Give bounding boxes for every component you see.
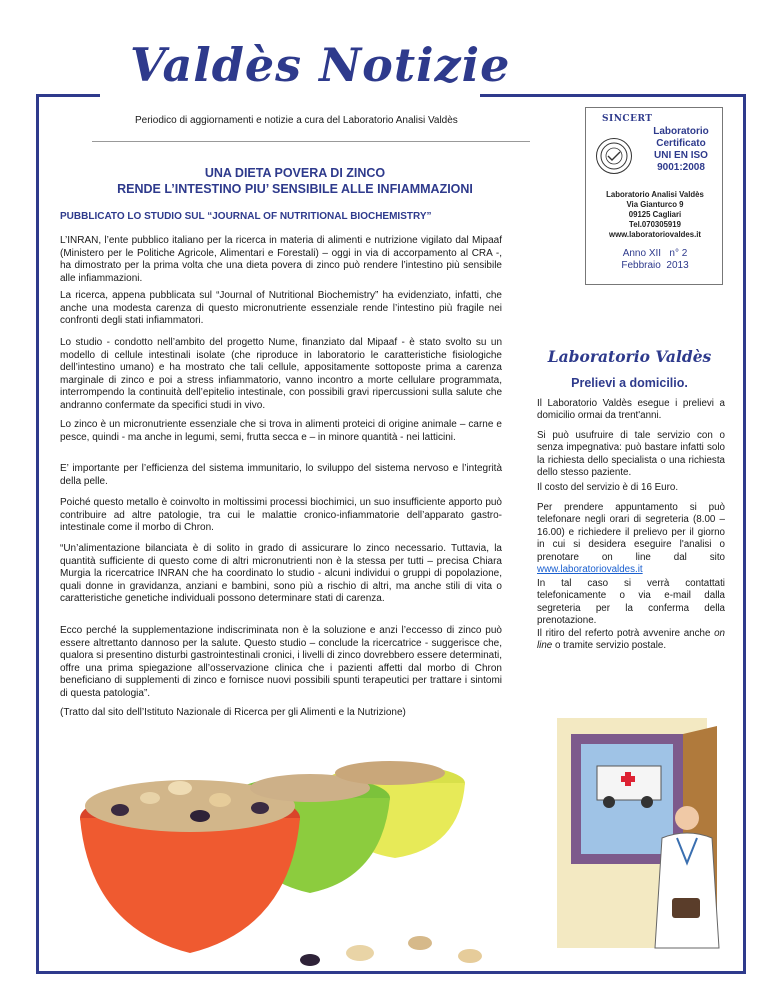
sidebar-paragraph: In tal caso si verrà contattati telefonicamente o via e-mail dalla segreteria per la conferma della prenotazione. [537,578,725,627]
article-paragraph: Lo zinco è un micronutriente essenziale che si trova in alimenti proteici di origine animale – carne e pesce, quindi - ma anche in legumi, semi, frutta secca e – in minore quantità - nei latticini. [60,419,502,443]
article-paragraph: La ricerca, appena pubblicata sul “Journal of Nutritional Biochemistry” ha evidenziato, infatti, che anche una modesta carenza di questo micronutriente essenziale rende l’intestino più fragile nei confronti degli stati infiammatori. [60,290,502,327]
divider [92,141,530,142]
issue-info [590,248,720,272]
address-line: Laboratorio Analisi Valdès [606,190,704,199]
cert-line: Certificato [656,138,706,149]
article-paragraph: Poiché questo metallo è coinvolto in moltissimi processi biochimici, un suo insufficiente apporto può contribuire ad altre patologie, tra cui le malattie cronico-infiammatorie dell’apparato gastro-intestinale come il morbo di Chron. [60,497,502,534]
article-subhead: PUBBLICATO LO STUDIO SUL “JOURNAL OF NUTRITIONAL BIOCHEMISTRY” [60,211,432,222]
sidebar-paragraph: Il costo del servizio è di 16 Euro. [537,482,679,493]
article-headline [60,165,530,197]
cert-line: Laboratorio [653,126,709,137]
sidebar-title: Laboratorio Valdès [547,347,712,366]
home-visit-illustration [537,668,736,966]
article-paragraph: L’INRAN, l’ente pubblico italiano per la ricerca in materia di alimenti e nutrizione vigilato dal Mipaaf (Ministero per le Politiche Agricole, Alimentari e Forestali) – oggi in via di accorpamento al CRA -, ha dimostrato per la prima volta che una dieta povera di zinco può rendere l’intestino più sensibile alle infiammazioni. [60,235,502,284]
article-paragraph: E’ importante per l’efficienza del sistema immunitario, lo sviluppo del sistema nervoso e l’integrità della pelle. [60,463,502,487]
sidebar-paragraph: Il Laboratorio Valdès esegue i prelievi a domicilio ormai da trent'anni. [537,398,725,422]
lab-address [590,190,720,240]
sidebar-paragraph [537,502,725,576]
sidebar-emphasis: on line [537,628,725,652]
certification-box [585,107,723,285]
cert-line: 9001:2008 [657,162,705,173]
certification-seal-icon [596,138,632,174]
masthead-subtitle: Periodico di aggiornamenti e notizie a cura del Laboratorio Analisi Valdès [135,115,458,126]
website-link[interactable]: www.laboratoriovaldes.it [537,564,643,576]
headline-line-1: UNA DIETA POVERA DI ZINCO [204,166,386,180]
sidebar-paragraph: Si può usufruire di tale servizio con o senza impegnativa: può bastare infatti solo la richiesta dello specialista o una richiesta dello stesso paziente. [537,430,725,479]
issue-number: Anno XII n° 2 [622,248,688,259]
website-address: www.laboratoriovaldes.it [609,230,701,239]
article-source-note: (Tratto dal sito dell’Istituto Nazionale di Ricerca per gli Alimenti e la Nutrizione) [60,707,406,718]
phone-number: Tel.070305919 [629,220,681,229]
address-line: Via Gianturco 9 [626,200,684,209]
certification-text [642,126,720,174]
masthead-title: Valdès Notizie [130,38,511,92]
address-line: 09125 Cagliari [628,210,682,219]
article-paragraph: “Un’alimentazione bilanciata è di solito in grado di assicurare lo zinco necessario. Tuttavia, la quantità sufficiente di questo come di altri micronutrienti non è la stessa per tutti – precisa Chiara Murgia la ricercatrice INRAN che ha coordinato lo studio - alcuni individui o gruppi di popolazione, quali donne in gravidanza, anziani e bambini, sono più a rischio di altri, ma anche stili di vita o caratteristiche genetiche individuali possono determinare stati di carenza. [60,543,502,605]
sincert-logo: SINCERT [602,114,653,124]
article-paragraph: Ecco perché la supplementazione indiscriminata non è la soluzione e anzi l’eccesso di zinco può essere altrettanto dannoso per la salute. Questo studio – conclude la ricercatrice - suggerisce che, qualora si presentino disturbi gastrointestinali cronici, i livelli di zinco dovrebbero essere determinati, offre una prima spiegazione all’osservazione clinica che i pazienti affetti dal morbo di Chron beneficiano di supplementi di zinco e fornisce nuovi possibili spunti terapeutici per trattare i sintomi di questa patologia”. [60,625,502,699]
sidebar-paragraph [537,628,725,653]
article-paragraph: Lo studio - condotto nell’ambito del progetto Nume, finanziato dal Mipaaf - è stato svolto su un modello di cellule intestinali isolate (che riproduce in laboratorio le caratteristiche fisiologiche dell’intestino umano) e ha mostrato che tali cellule, appositamente sottoposte prima a carenza marginale di zinco e poi a stress infiammatorio, vanno incontro a morte cellulare programmata, interrompendo la continuità dell’epitelio intestinale, con possibili gravi ripercussioni sulla salute che andranno confermate da specifici studi in vivo. [60,337,502,411]
sidebar-subtitle: Prelievi a domicilio. [571,376,688,390]
sidebar-text: Per prendere appuntamento si può telefonare negli orari di segreteria (8.00 – 16.00) e richiedere il prelievo per il giorno in cui si desidera eseguire l'analisi o prenotare on line dal sito [537,502,725,563]
sidebar-text: Il ritiro del referto potrà avvenire anche [537,628,715,639]
headline-line-2: RENDE L’INTESTINO PIU’ SENSIBILE ALLE INFIAMMAZIONI [117,182,473,196]
nuts-bowls-photo [60,728,505,968]
issue-date: Febbraio 2013 [621,260,689,271]
cert-line: UNI EN ISO [654,150,708,161]
sidebar-text: o tramite servizio postale. [552,640,667,652]
